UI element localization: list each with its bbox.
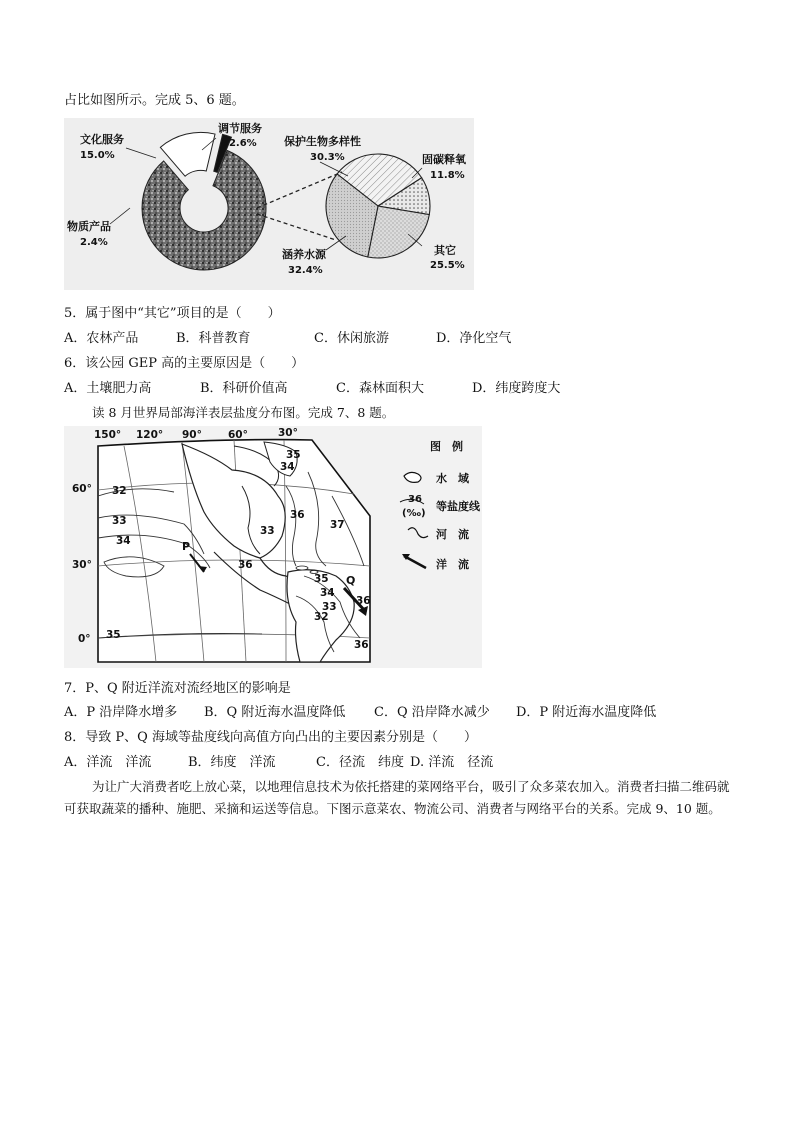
q7-options — [64, 704, 656, 722]
q6-option-d[interactable]: D．纬度跨度大 — [472, 381, 561, 396]
q9-10-intro-paragraph: 为让广大消费者吃上放心菜，以地理信息技术为依托搭建的菜网络平台，吸引了众多菜农加入。消费者扫描二维码就可获取蔬菜的播种、施肥、采摘和运送等信息。下图示意菜农、物流公司、消费者与网络平台的关系。完成 9、10 题。 — [64, 779, 730, 816]
label-carbon: 固碳释氧 — [422, 153, 466, 166]
q5-option-b[interactable]: B．科普教育 — [176, 331, 251, 346]
pct-water: 32.4% — [288, 265, 323, 276]
q5-options — [64, 330, 511, 348]
map-intro: 读 8 月世界局部海洋表层盐度分布图。完成 7、8 题。 — [92, 405, 395, 420]
legend-isoline-unit: (‰) — [402, 508, 426, 519]
isohaline-label: 35 — [314, 573, 329, 585]
isohaline-label: 36 — [290, 509, 305, 521]
isohaline-label: 34 — [320, 587, 335, 599]
isohaline-label: 33 — [112, 515, 127, 527]
q7-option-a[interactable]: A．P 沿岸降水增多 — [64, 705, 178, 720]
label-cultural: 文化服务 — [80, 133, 124, 146]
q7-option-d[interactable]: D．P 附近海水温度降低 — [516, 705, 657, 720]
q8-option-c[interactable]: C．径流 纬度 — [316, 755, 404, 770]
ecosystem-value-figure — [64, 118, 474, 290]
q6-option-a[interactable]: A．土壤肥力高 — [64, 381, 152, 396]
pct-other: 25.5% — [430, 260, 465, 271]
q7-option-c[interactable]: C．Q 沿岸降水减少 — [374, 705, 490, 720]
lat-label: 30° — [72, 559, 92, 571]
q6-stem: 6．该公园 GEP 高的主要原因是（ ） — [64, 356, 305, 371]
lat-label: 60° — [72, 483, 92, 495]
legend-current: 洋 流 — [436, 558, 469, 571]
q8-option-a[interactable]: A．洋流 洋流 — [64, 755, 152, 770]
label-water: 涵养水源 — [282, 248, 326, 261]
q8-option-d[interactable]: D. 洋流 径流 — [410, 755, 494, 770]
pct-regulation: 82.6% — [222, 138, 257, 149]
donut-pie-chart — [64, 118, 474, 290]
label-other: 其它 — [434, 244, 456, 257]
lon-label: 150° — [94, 429, 122, 441]
q6-options — [64, 380, 560, 398]
legend-river: 河 流 — [436, 528, 469, 541]
q8-stem: 8．导致 P、Q 海域等盐度线向高值方向凸出的主要因素分别是（ ） — [64, 730, 477, 745]
q6-option-c[interactable]: C．森林面积大 — [336, 381, 424, 396]
q6-option-b[interactable]: B．科研价值高 — [200, 381, 288, 396]
isohaline-label: 32 — [314, 611, 329, 623]
isohaline-label: 34 — [116, 535, 131, 547]
intro-line: 占比如图所示。完成 5、6 题。 — [64, 93, 245, 108]
isohaline-label: 36 — [356, 595, 371, 607]
legend-isoline: 等盐度线 — [436, 500, 480, 513]
isohaline-label: 37 — [330, 519, 345, 531]
lon-label: 120° — [136, 429, 164, 441]
lat-label: 0° — [78, 633, 91, 645]
q5-option-a[interactable]: A．农林产品 — [64, 331, 139, 346]
lon-label: 90° — [182, 429, 202, 441]
isohaline-label: 36 — [354, 639, 369, 651]
pct-cultural: 15.0% — [80, 150, 115, 161]
salinity-map-figure — [64, 426, 482, 668]
isohaline-label: 32 — [112, 485, 127, 497]
lon-label: 30° — [278, 427, 298, 439]
isohaline-label: 33 — [322, 601, 337, 613]
pct-material: 2.4% — [80, 237, 108, 248]
q5-option-d[interactable]: D．净化空气 — [436, 331, 512, 346]
q7-option-b[interactable]: B．Q 附近海水温度降低 — [204, 705, 346, 720]
legend-water: 水 域 — [436, 472, 469, 485]
isohaline-label: 35 — [286, 449, 301, 461]
isohaline-label: 34 — [280, 461, 295, 473]
label-regulation: 调节服务 — [218, 122, 262, 135]
pct-biodiversity: 30.3% — [310, 152, 345, 163]
inner-pie — [326, 154, 430, 258]
q7-stem: 7．P、Q 附近洋流对流经地区的影响是 — [64, 681, 291, 696]
point-p-label: P — [182, 540, 191, 553]
q8-options — [64, 754, 493, 772]
isohaline-label: 35 — [106, 629, 121, 641]
isohaline-label: 33 — [260, 525, 275, 537]
q5-stem: 5．属于图中“其它”项目的是（ ） — [64, 306, 281, 321]
lon-label: 60° — [228, 429, 248, 441]
isohaline-label: 36 — [238, 559, 253, 571]
salinity-map — [64, 426, 482, 668]
legend-isoline-value: 36 — [408, 494, 422, 505]
label-material: 物质产品 — [67, 220, 111, 233]
point-q-label: Q — [346, 574, 356, 587]
legend-title: 图 例 — [430, 440, 463, 453]
q8-option-b[interactable]: B．纬度 洋流 — [188, 755, 276, 770]
label-biodiversity: 保护生物多样性 — [284, 135, 361, 148]
pct-carbon: 11.8% — [430, 170, 465, 181]
q5-option-c[interactable]: C．休闲旅游 — [314, 331, 389, 346]
